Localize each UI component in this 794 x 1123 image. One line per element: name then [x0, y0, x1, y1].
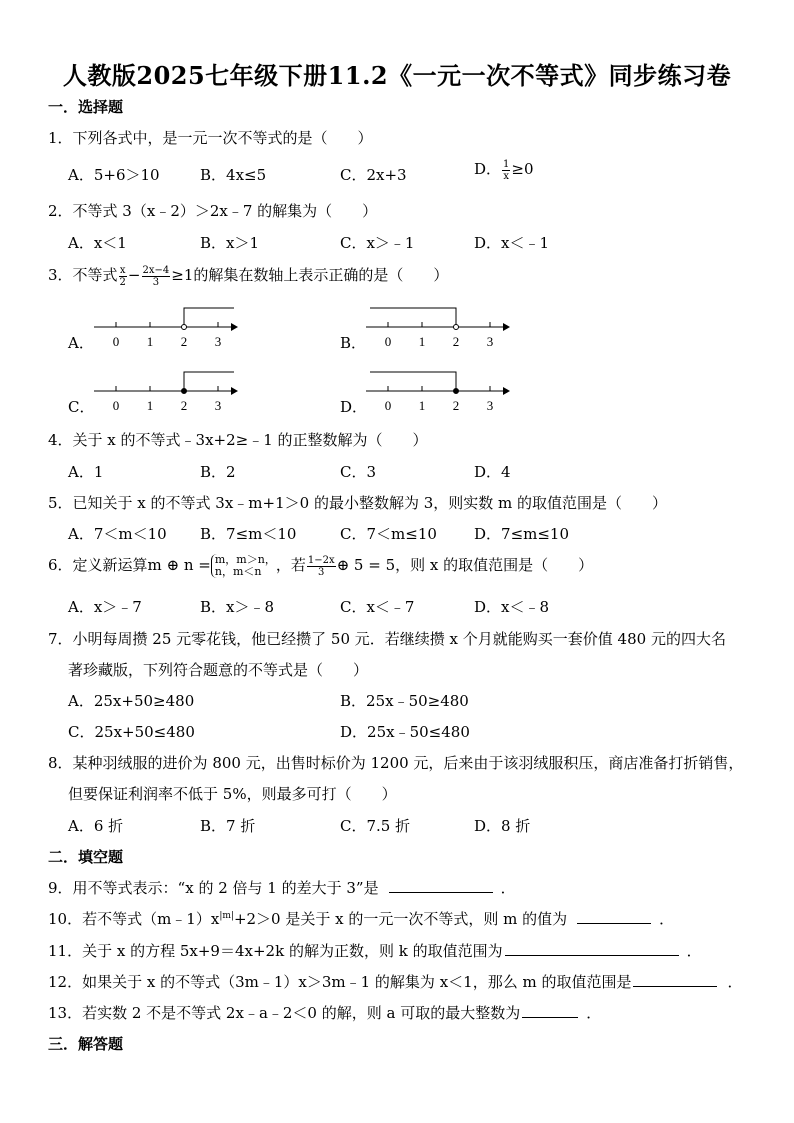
q8-option-b: B．7 折 [200, 817, 256, 835]
section-heading-choice: 一．选择题 [48, 98, 124, 116]
tick-label: 2 [180, 398, 188, 413]
q1-d-fraction [502, 159, 510, 182]
q1-option-d [474, 158, 534, 182]
q6-denominator: 3 [318, 566, 325, 578]
q11-stem: 11．关于 x 的方程 5x+9＝4x+2k 的解为正数，则 k 的取值范围为 [48, 942, 503, 960]
q12-end: ． [727, 973, 743, 991]
q1-d-suffix: ≥0 [511, 160, 534, 178]
q4-option-d: D．4 [474, 463, 511, 481]
q6-mid: ，若 [275, 556, 306, 574]
question-8-stem-line-2: 但要保证利润率不低于 5%，则最多可打（ ） [68, 785, 397, 803]
question-4-stem: 4．关于 x 的不等式﹣3x+2≥﹣1 的正整数解为（ ） [48, 431, 428, 449]
q6-fraction [307, 555, 336, 578]
q3-option-a: A． [68, 334, 94, 352]
q5-option-c: C．7＜m≤10 [340, 525, 437, 543]
q5-option-b: B．7≤m＜10 [200, 525, 297, 543]
q6-case-1: m，m＞n， [214, 553, 276, 566]
tick-label: 1 [418, 398, 426, 413]
q8-option-d: D．8 折 [474, 817, 531, 835]
q6-option-a: A．x＞﹣7 [68, 598, 142, 616]
q4-option-a: A．1 [68, 463, 104, 481]
section-heading-solve: 三．解答题 [48, 1035, 124, 1053]
q5-option-a: A．7＜m＜10 [68, 525, 167, 543]
q3-prefix: 3．不等式 [48, 266, 118, 284]
q10-stem-part-2: +2＞0 是关于 x 的一元一次不等式，则 m 的值为 [233, 910, 568, 928]
q11-answer-blank[interactable] [505, 940, 679, 956]
q7-option-a: A．25x+50≥480 [68, 692, 195, 710]
q3-suffix: ≥1的解集在数轴上表示正确的是（ ） [171, 266, 449, 284]
q6-suffix: ⊕ 5 = 5，则 x 的取值范围是（ ） [336, 556, 594, 574]
tick-label: 0 [384, 334, 392, 349]
question-10 [48, 908, 674, 929]
q1-option-d-label: D． [474, 160, 502, 178]
q6-prefix: 6．定义新运算m ⊕ n = [48, 556, 211, 574]
q4-option-c: C．3 [340, 463, 377, 481]
section-heading-fill: 二．填空题 [48, 848, 124, 866]
tick-label: 2 [452, 398, 460, 413]
q10-exponent: |m| [219, 911, 234, 921]
q1-d-denominator: x [503, 170, 510, 182]
q1-option-a: A．5+6＞10 [68, 166, 160, 184]
q3-minus: − [127, 266, 141, 284]
tick-label: 2 [180, 334, 188, 349]
q3-fraction-2 [142, 265, 171, 288]
q1-option-b: B．4x≤5 [200, 166, 267, 184]
q5-option-d: D．7≤m≤10 [474, 525, 570, 543]
q9-stem: 9．用不等式表示：“x 的 2 倍与 1 的差大于 3”是 [48, 879, 379, 897]
tick-label: 1 [146, 398, 154, 413]
q3-numberline-c [92, 364, 242, 416]
q2-option-c: C．x＞﹣1 [340, 234, 415, 252]
q10-answer-blank[interactable] [577, 908, 651, 924]
tick-label: 1 [418, 334, 426, 349]
q6-option-d: D．x＜﹣8 [474, 598, 550, 616]
question-2-stem: 2．不等式 3（x﹣2）＞2x﹣7 的解集为（ ） [48, 202, 378, 220]
q13-stem: 13．若实数 2 不是不等式 2x﹣a﹣2＜0 的解，则 a 可取的最大整数为 [48, 1004, 521, 1022]
question-1-stem: 1．下列各式中，是一元一次不等式的是（ ） [48, 129, 373, 147]
q6-case-2: n，m＜n [214, 565, 262, 578]
question-13 [48, 1002, 601, 1023]
question-7-stem-line-1: 7．小明每周攒 25 元零花钱，他已经攒了 50 元．若继续攒 x 个月就能购买一套价值 480 元的四大名 [48, 630, 726, 648]
tick-label: 0 [112, 398, 120, 413]
q6-piecewise [211, 554, 276, 578]
q11-end: ． [686, 942, 702, 960]
q9-answer-blank[interactable] [389, 877, 493, 893]
q7-option-b: B．25x﹣50≥480 [340, 692, 469, 710]
q3-fraction-1 [119, 265, 127, 288]
q3-numberline-b [364, 300, 514, 352]
q7-option-c: C．25x+50≤480 [68, 723, 195, 741]
q8-option-c: C．7.5 折 [340, 817, 411, 835]
q2-option-d: D．x＜﹣1 [474, 234, 550, 252]
q3-numberline-d [364, 364, 514, 416]
q3-f1-numerator: x [119, 264, 126, 276]
q3-option-d: D． [340, 398, 368, 416]
question-7-stem-line-2: 著珍藏版，下列符合题意的不等式是（ ） [68, 661, 369, 679]
q3-f1-denominator: 2 [119, 276, 126, 288]
q10-end: ． [659, 910, 675, 928]
q4-option-b: B．2 [200, 463, 236, 481]
q12-stem: 12．如果关于 x 的不等式（3m﹣1）x＞3m﹣1 的解集为 x＜1，那么 m 的取值范围是 [48, 973, 632, 991]
tick-label: 2 [452, 334, 460, 349]
q12-answer-blank[interactable] [633, 971, 717, 987]
q3-option-b: B． [340, 334, 367, 352]
q3-f2-numerator: 2x−4 [142, 264, 170, 276]
question-8-stem-line-1: 8．某种羽绒服的进价为 800 元，出售时标价为 1200 元，后来由于该羽绒服积压，商店准备打折销售， [48, 754, 744, 772]
page-title: 人教版2025七年级下册11.2《一元一次不等式》同步练习卷 [62, 61, 732, 90]
q3-f2-denominator: 3 [152, 276, 160, 288]
question-9 [48, 877, 516, 898]
q6-option-c: C．x＜﹣7 [340, 598, 415, 616]
q1-option-c: C．2x+3 [340, 166, 407, 184]
q9-end: ． [500, 879, 516, 897]
q1-d-numerator: 1 [503, 158, 510, 170]
q13-end: ． [586, 1004, 602, 1022]
tick-label: 3 [486, 398, 494, 413]
tick-label: 0 [112, 334, 120, 349]
q2-option-a: A．x＜1 [68, 234, 127, 252]
q3-numberline-a [92, 300, 242, 352]
q13-answer-blank[interactable] [522, 1002, 578, 1018]
question-5-stem: 5．已知关于 x 的不等式 3x﹣m+1＞0 的最小整数解为 3，则实数 m 的取值范围是（ ） [48, 494, 668, 512]
question-12 [48, 971, 742, 992]
tick-label: 3 [486, 334, 494, 349]
q6-option-b: B．x＞﹣8 [200, 598, 275, 616]
q2-option-b: B．x＞1 [200, 234, 260, 252]
q7-option-d: D．25x﹣50≤480 [340, 723, 470, 741]
tick-label: 3 [214, 398, 222, 413]
tick-label: 1 [146, 334, 154, 349]
question-3-stem [48, 264, 448, 288]
question-11 [48, 940, 702, 961]
tick-label: 3 [214, 334, 222, 349]
q3-option-c: C． [68, 398, 95, 416]
tick-label: 0 [384, 398, 392, 413]
q10-stem-part-1: 10．若不等式（m﹣1）x [48, 910, 220, 928]
q8-option-a: A．6 折 [68, 817, 124, 835]
q6-numerator: 1−2x [307, 554, 335, 566]
question-6-stem [48, 554, 593, 578]
